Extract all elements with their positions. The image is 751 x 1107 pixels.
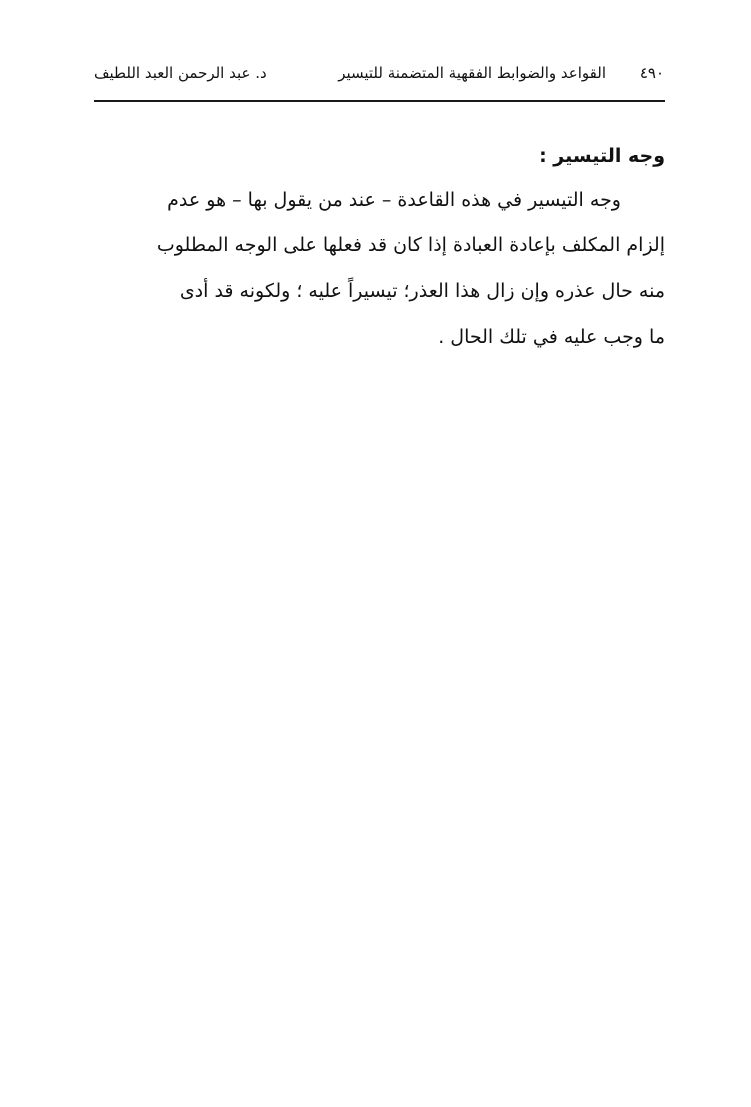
paragraph-line: إلزام المكلف بإعادة العبادة إذا كان قد فعلها على الوجه المطلوب — [156, 234, 665, 256]
book-title: القواعد والضوابط الفقهية المتضمنة للتيسير — [338, 64, 606, 82]
paragraph-line: منه حال عذره وإن زال هذا العذر؛ تيسيراً عليه ؛ ولكونه قد أدى — [179, 280, 665, 302]
section-heading: وجه التيسير : — [539, 145, 665, 167]
paragraph-line: وجه التيسير في هذه القاعدة – عند من يقول بها – هو عدم — [167, 189, 621, 211]
paragraph-line: ما وجب عليه في تلك الحال . — [438, 326, 665, 348]
running-header — [94, 62, 664, 86]
author-name: د. عبد الرحمن العبد اللطيف — [94, 64, 267, 82]
header-divider — [94, 100, 665, 102]
page-number: ٤٩٠ — [639, 64, 664, 82]
